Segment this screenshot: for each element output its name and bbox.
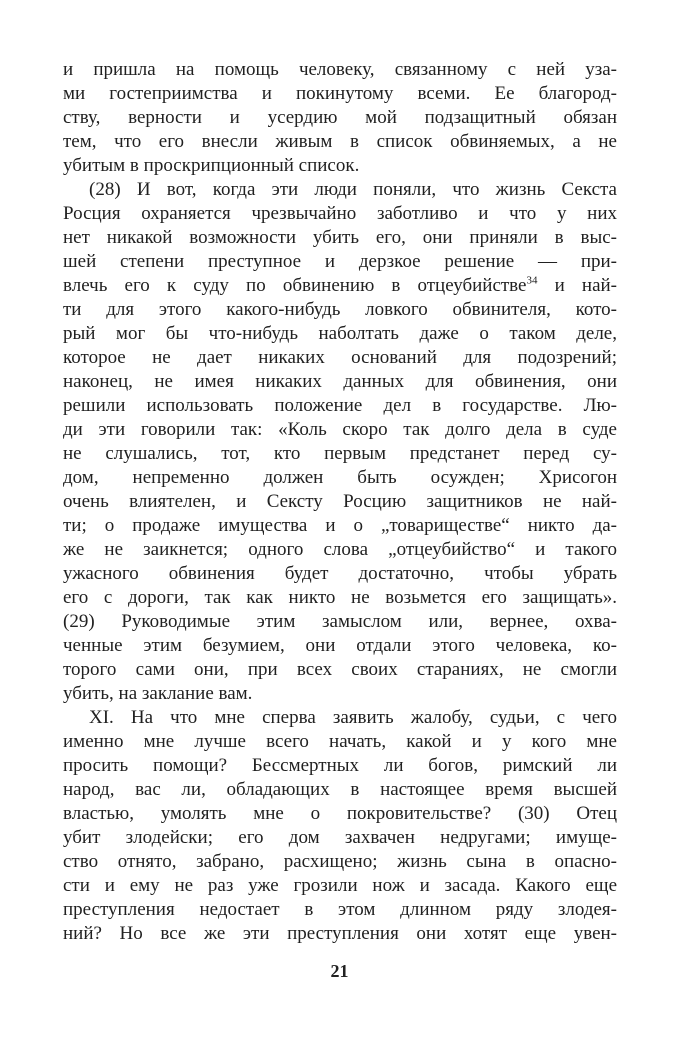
text-line: ужасного обвинения будет достаточно, чтобы убрать: [63, 563, 617, 584]
text-line: ство отнято, забрано, расхищено; жизнь сына в опасно-: [63, 851, 617, 872]
text-line: преступления недостает в этом длинном ряду злодея-: [63, 899, 617, 920]
text-line: не слушались, тот, кто первым предстанет перед су-: [63, 443, 617, 464]
text-line: ченные этим безумием, они отдали этого человека, ко-: [63, 635, 617, 656]
text-line: очень влиятелен, и Сексту Росцию защитников не най-: [63, 491, 617, 512]
text-line: которое не дает никаких оснований для подозрений;: [63, 347, 617, 368]
text-span: влечь его к суду по обвинению в отцеубийстве: [63, 275, 527, 296]
text-line: просить помощи? Бессмертных ли богов, римский ли: [63, 755, 617, 776]
text-line: наконец, не имея никаких данных для обвинения, они: [63, 371, 617, 392]
text-line: убить, на заклание вам.: [63, 683, 253, 704]
text-line: ству, верности и усердию мой подзащитный обязан: [63, 107, 617, 128]
text-block: [63, 58, 617, 946]
text-line: ний? Но все же эти преступления они хотят еще увен-: [63, 923, 617, 944]
text-line: сти и ему не раз уже грозили нож и засада. Какого еще: [63, 875, 617, 896]
text-line: XI. На что мне сперва заявить жалобу, судьи, с чего: [89, 707, 617, 728]
text-line: властью, умолять мне о покровительстве? (30) Отец: [63, 803, 617, 824]
text-line: решили использовать положение дел в государстве. Лю-: [63, 395, 617, 416]
text-line: дом, непременно должен быть осужден; Хрисогон: [63, 467, 617, 488]
text-line: тем, что его внесли живым в список обвиняемых, а не: [63, 131, 617, 152]
text-line: именно мне лучше всего начать, какой и у кого мне: [63, 731, 617, 752]
text-line: ми гостеприимства и покинутому всеми. Ее благород-: [63, 83, 617, 104]
text-line: народ, вас ли, обладающих в настоящее время высшей: [63, 779, 617, 800]
footnote-ref: 34: [526, 274, 538, 287]
text-line: (28) И вот, когда эти люди поняли, что жизнь Секста: [89, 179, 617, 200]
text-span: и най-: [537, 275, 618, 296]
text-line: и пришла на помощь человеку, связанному с ней уза-: [63, 59, 617, 80]
text-line: убитым в проскрипционный список.: [63, 155, 360, 176]
text-line: торого сами они, при всех своих стараниях, не смогли: [63, 659, 617, 680]
text-line: ти для этого какого-нибудь ловкого обвинителя, кото-: [63, 299, 617, 320]
text-line: убит злодейски; его дом захвачен недругами; имуще-: [63, 827, 617, 848]
text-line: же не заикнется; одного слова „отцеубийство“ и такого: [63, 539, 617, 560]
page-number: 21: [330, 961, 349, 981]
text-line: Росция охраняется чрезвычайно заботливо и что у них: [63, 203, 617, 224]
text-line: ти; о продаже имущества и о „товариществе“ никто да-: [63, 515, 617, 536]
text-line: [63, 274, 617, 298]
text-line: ди эти говорили так: «Коль скоро так долго дела в суде: [63, 419, 617, 440]
text-line: его с дороги, так как никто не возьмется его защищать».: [63, 587, 617, 608]
text-line: нет никакой возможности убить его, они приняли в выс-: [63, 227, 617, 248]
text-line: шей степени преступное и дерзкое решение — при-: [63, 251, 617, 272]
text-line: рый мог бы что-нибудь наболтать даже о таком деле,: [63, 323, 617, 344]
text-line: (29) Руководимые этим замыслом или, вернее, охва-: [63, 611, 617, 632]
